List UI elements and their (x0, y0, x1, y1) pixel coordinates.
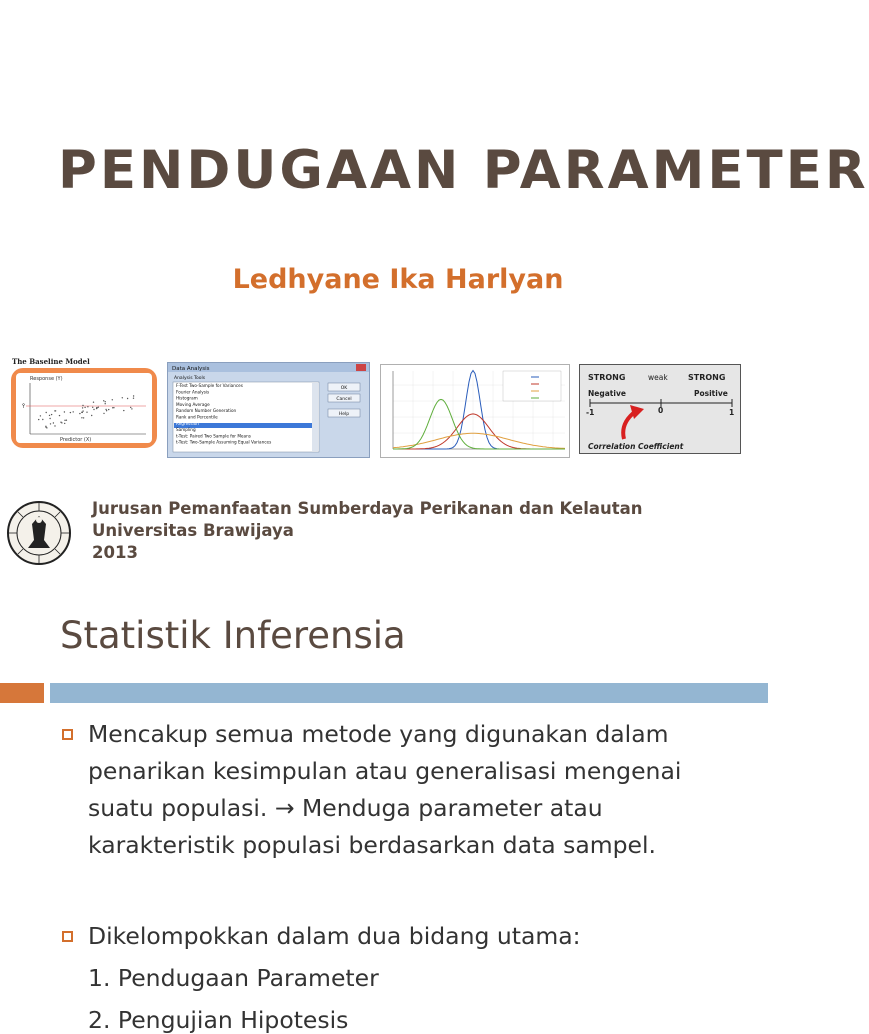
zero-label: 0 (658, 406, 664, 415)
scatter-point (87, 406, 88, 407)
scatter-point (81, 412, 82, 413)
bullet-line: penarikan kesimpulan atau generalisasi mengenai (88, 757, 682, 785)
analysis-tool-item: Rank and Percentile (176, 414, 218, 420)
presentation-title: PENDUGAAN PARAMETER (58, 140, 869, 201)
minus-one-label: -1 (586, 408, 595, 417)
scatter-point (105, 403, 106, 404)
scatter-point (42, 419, 43, 420)
analysis-tool-item: Fourier Analysis (176, 389, 210, 395)
analysis-tool-item: Histogram (176, 395, 198, 401)
response-label: Response (Y) (30, 376, 63, 382)
scatter-point (122, 397, 123, 398)
scatter-point (131, 408, 132, 409)
scatter-point (82, 410, 83, 411)
strong-right-label: STRONG (688, 373, 726, 382)
author-name: Ledhyane Ika Harlyan (232, 264, 564, 295)
scatter-point (98, 407, 99, 408)
scatter-point (54, 410, 55, 411)
scatter-point (59, 415, 60, 416)
content-slide (0, 600, 768, 1034)
baseline-heading: The Baseline Model (12, 357, 90, 366)
scatter-point (86, 412, 87, 413)
scatter-point (106, 410, 107, 411)
analysis-tool-item: t-Test: Paired Two Sample for Means (176, 433, 251, 439)
year-line: 2013 (92, 543, 138, 562)
scatter-point (46, 412, 47, 413)
analysis-tool-item: F-Test Two-Sample for Variances (176, 383, 243, 388)
scatter-point (91, 415, 92, 416)
ybar-label: Ȳ (22, 404, 26, 410)
bullet-line: Mencakup semua metode yang digunakan dalam (88, 720, 669, 748)
scatter-point (93, 409, 94, 410)
scatter-point (46, 427, 47, 428)
data-analysis-dialog-image (167, 362, 370, 458)
analysis-tool-item: t-Test: Two-Sample Assuming Equal Variances (176, 439, 272, 445)
normal-distribution-image (380, 364, 570, 458)
scatter-point (105, 409, 106, 410)
predictor-label: Predictor (X) (60, 437, 92, 443)
scatter-point (54, 425, 55, 426)
scatter-point (123, 410, 124, 411)
scatter-point (82, 407, 83, 408)
scatter-point (81, 417, 82, 418)
scatter-point (83, 417, 84, 418)
scatter-point (103, 400, 104, 401)
scatter-point (103, 413, 104, 414)
sub-list-item: 1. Pendugaan Parameter (88, 964, 379, 992)
sub-list-item: 2. Pengujian Hipotesis (88, 1006, 349, 1034)
scatter-point (64, 423, 65, 424)
scatter-point (64, 420, 65, 421)
correlation-caption: Correlation Coefficient (588, 442, 684, 451)
density-curve (393, 399, 565, 449)
scatter-point (84, 407, 85, 408)
scatter-point (49, 415, 50, 416)
negative-label: Negative (588, 389, 626, 398)
scatter-point (53, 422, 54, 423)
department-line: Jurusan Pemanfaatan Sumberdaya Perikanan dan Kelautan (92, 499, 643, 518)
scatter-point (51, 414, 52, 415)
positive-label: Positive (694, 389, 728, 398)
scatter-point (112, 407, 113, 408)
scatter-point (96, 408, 97, 409)
bullet-square-icon (62, 931, 73, 942)
analysis-tool-item: Moving Average (176, 401, 210, 407)
scatter-point (112, 399, 113, 400)
cancel-button-label: Cancel (336, 397, 352, 402)
accent-bar-orange (0, 683, 44, 703)
density-curve (393, 433, 565, 448)
scatter-point (108, 409, 109, 410)
scatter-point (79, 413, 80, 414)
scatter-point (93, 402, 94, 403)
scatter-point (113, 407, 114, 408)
correlation-coefficient-image (579, 364, 741, 454)
bullet-item (62, 716, 758, 864)
scatter-point (73, 411, 74, 412)
analysis-tools-label: Analysis Tools (174, 376, 206, 381)
scatter-point (64, 411, 65, 412)
strong-left-label: STRONG (588, 373, 626, 382)
bullet-line: Dikelompokkan dalam dua bidang utama: (88, 922, 581, 950)
scatter-point (49, 418, 50, 419)
scatter-point (50, 423, 51, 424)
accent-bar-blue (50, 683, 768, 703)
bullet-item (62, 918, 758, 955)
analysis-tool-item: Random Number Generation (176, 408, 237, 414)
scatter-point (105, 401, 106, 402)
scatter-point (127, 398, 128, 399)
scatter-point (82, 405, 83, 406)
analysis-tool-item: Sampling (176, 427, 196, 433)
bullet-line: karakteristik populasi berdasarkan data sampel. (88, 831, 656, 859)
scatter-point (133, 398, 134, 399)
scatter-point (40, 415, 41, 416)
one-label: 1 (729, 408, 735, 417)
baseline-model-image (8, 356, 160, 458)
weak-label: weak (648, 373, 668, 382)
affiliation-block (92, 498, 643, 564)
ok-button-label: OK (340, 386, 348, 391)
dialog-title: Data Analysis (172, 366, 210, 372)
scatter-point (38, 419, 39, 420)
bullet-line: suatu populasi. → Menduga parameter atau (88, 794, 603, 822)
scatter-point (92, 407, 93, 408)
scatter-point (60, 422, 61, 423)
help-button-label: Help (338, 412, 350, 417)
scatter-point (133, 395, 134, 396)
university-logo (6, 500, 72, 566)
university-line: Universitas Brawijaya (92, 521, 294, 540)
scatter-point (70, 412, 71, 413)
bullet-square-icon (62, 729, 73, 740)
scatter-point (66, 420, 67, 421)
slide-title: Statistik Inferensia (60, 614, 406, 657)
scatter-point (130, 407, 131, 408)
analysis-tool-item: Regression (176, 420, 199, 426)
